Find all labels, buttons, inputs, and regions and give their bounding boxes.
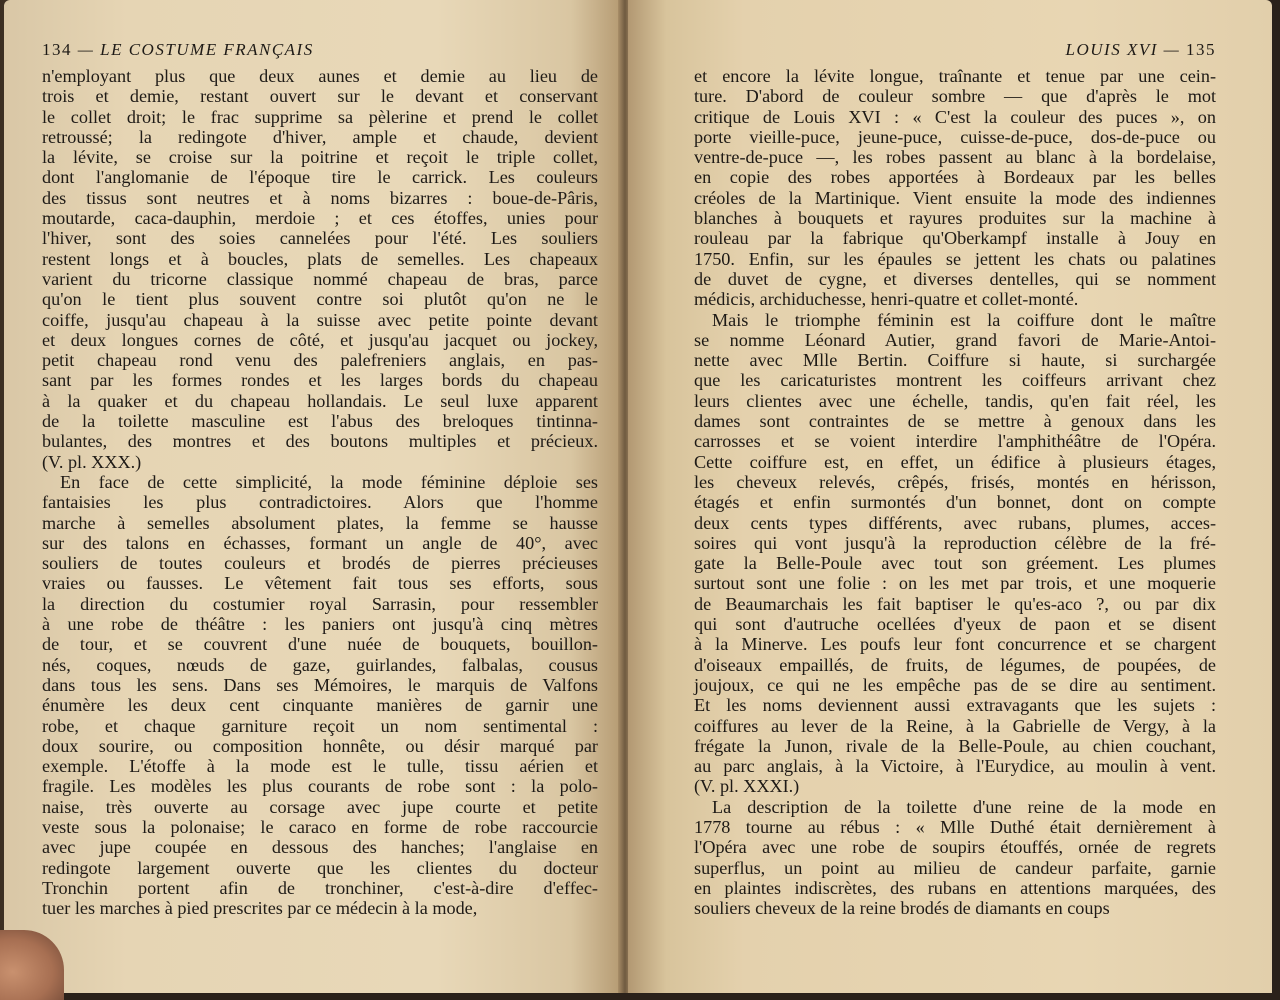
text-line: bulantes, des montres et des boutons multiples et précieux. [42, 431, 598, 452]
text-line: de la toilette masculine est l'abus des breloques tintinna- [42, 411, 598, 432]
text-line: moutarde, caca-dauphin, merdoie ; et ces étoffes, unies pour [42, 208, 598, 229]
text-line: au parc anglais, à la Victoire, à l'Eurydice, au moulin à vent. [694, 756, 1216, 777]
text-line: dont l'anglomanie de l'époque tire le carrick. Les couleurs [42, 167, 598, 188]
text-line: redingote largement ouverte que les clientes du docteur [42, 857, 598, 878]
text-line: de duvet de cygne, et diverses dentelles, qui se nomment [694, 268, 1216, 289]
text-line: n'employant plus que deux aunes et demie au lieu de [42, 66, 598, 86]
text-line: soires qui vont jusqu'à la reproduction célèbre de la fré- [694, 532, 1216, 553]
page-number: 135 [1186, 40, 1216, 59]
text-line: en copie des robes apportées à Bordeaux par les belles [694, 167, 1216, 188]
text-line: Tronchin portent afin de tronchiner, c'est-à-dire d'effec- [42, 877, 598, 898]
text-line: frégate la Junon, rivale de la Belle-Poule, au chien couchant, [694, 735, 1216, 756]
right-page-body [694, 66, 1216, 918]
text-line: superflus, un point au milieu de candeur parfaite, garnie [694, 857, 1216, 878]
text-line: En face de cette simplicité, la mode féminine déploie ses [60, 471, 598, 492]
text-line: et encore la lévite longue, traînante et tenue par une cein- [694, 66, 1216, 86]
text-line: les cheveux relevés, crêpés, frisés, montés en hérisson, [694, 471, 1216, 492]
text-line: nette avec Mlle Bertin. Coiffure si haute, si surchargée [694, 350, 1216, 371]
text-line: en plaintes indiscrètes, des rubans en attentions marquées, des [694, 877, 1216, 898]
text-line: de tour, et se couvrent d'une nuée de bouquets, bouillon- [42, 634, 598, 655]
text-line: (V. pl. XXXI.) [694, 776, 800, 797]
text-line: petit chapeau rond venu des palefreniers anglais, en pas- [42, 350, 598, 371]
text-line: robe, et chaque garniture reçoit un nom sentimental : [42, 715, 598, 736]
text-line: souliers cheveux de la reine brodés de diamants en coups [694, 898, 1110, 919]
running-title: LOUIS XVI — [1065, 40, 1181, 59]
text-line: carrosses et se voient interdire l'amphithéâtre de l'Opéra. [694, 431, 1216, 452]
left-page-header [42, 40, 598, 60]
text-line: le collet droit; le frac supprime sa pèlerine et prend le collet [42, 106, 598, 127]
text-line: nés, coques, nœuds de gaze, guirlandes, falbalas, cousus [42, 654, 598, 675]
text-line: fantaisies les plus contradictoires. Alors que l'homme [42, 492, 598, 513]
text-line: la lévite, se croise sur la poitrine et reçoit le triple collet, [42, 147, 598, 168]
text-line: varient du tricorne classique nommé chapeau de bras, parce [42, 268, 598, 289]
left-page-body [42, 66, 598, 918]
text-line: deux cents types différents, avec rubans, plumes, acces- [694, 512, 1216, 533]
text-line: que les caricaturistes montrent les coiffeurs arrivant chez [694, 370, 1216, 391]
text-line: porte vieille-puce, jeune-puce, cuisse-de-puce, dos-de-puce ou [694, 126, 1216, 147]
text-line: restent longs et à boucles, plats de semelles. Les chapeaux [42, 248, 598, 269]
text-line: blanches à bouquets et rayures produites sur la machine à [694, 208, 1216, 229]
text-line: énumère les deux cent cinquante manières de garnir une [42, 695, 598, 716]
text-line: doux sourire, ou composition honnête, ou désir marqué par [42, 735, 598, 756]
left-page [4, 0, 620, 993]
text-line: sur des talons en échasses, formant un angle de 40°, avec [42, 532, 598, 553]
text-line: qu'on le tient plus souvent contre soi plutôt qu'on ne le [42, 289, 598, 310]
text-line: leurs clientes avec une échelle, tandis, qu'en fait réel, les [694, 390, 1216, 411]
text-line: rouleau par la fabrique qu'Oberkampf installe à Jouy en [694, 228, 1216, 249]
text-line: la direction du costumier royal Sarrasin, pour ressembler [42, 593, 598, 614]
text-line: l'Opéra avec une robe de soupirs étouffés, ornée de regrets [694, 837, 1216, 858]
running-title: — LE COSTUME FRANÇAIS [77, 40, 314, 59]
text-line: à la quaker et du chapeau hollandais. Le seul luxe apparent [42, 390, 598, 411]
text-line: avec jupe coupée en dessous des hanches; l'anglaise en [42, 837, 598, 858]
text-line: des tissus sont neutres et à noms bizarres : boue-de-Pâris, [42, 187, 598, 208]
text-line: Mais le triomphe féminin est la coiffure dont le maître [712, 309, 1216, 330]
text-line: à la Minerve. Les poufs leur font concurrence et se chargent [694, 634, 1216, 655]
text-line: exemple. L'étoffe à la mode est le tulle, tissu aérien et [42, 756, 598, 777]
text-line: (V. pl. XXX.) [42, 451, 142, 472]
text-line: veste sous la polonaise; le caraco en forme de robe raccourcie [42, 816, 598, 837]
text-line: se nomme Léonard Autier, grand favori de Marie-Antoi- [694, 329, 1216, 350]
text-line: médicis, archiduchesse, henri-quatre et collet-monté. [694, 289, 1079, 310]
text-line: ture. D'abord de couleur sombre — que d'après le mot [694, 86, 1216, 107]
text-line: 1750. Enfin, sur les épaules se jettent les chats ou palatines [694, 248, 1216, 269]
text-line: d'oiseaux empaillés, de fruits, de légumes, de poupées, de [694, 654, 1216, 675]
text-line: naise, très ouverte au corsage avec jupe courte et petite [42, 796, 598, 817]
text-line: de Beaumarchais les fait baptiser le qu'es-aco ?, ou par dix [694, 593, 1216, 614]
text-line: vraies ou fausses. Le vêtement fait tous ses efforts, sous [42, 573, 598, 594]
text-line: Et les noms deviennent aussi extravagants que les sujets : [694, 695, 1216, 716]
text-line: qui sont d'autruche ocellées d'yeux de paon et se disent [694, 614, 1216, 635]
text-line: 1778 tourne au rébus : « Mlle Duthé était dernièrement à [694, 816, 1216, 837]
text-line: dans tous les sens. Dans ses Mémoires, le marquis de Valfons [42, 674, 598, 695]
text-line: coiffe, jusqu'au chapeau à la suisse avec petite pointe devant [42, 309, 598, 330]
text-line: sant par les formes rondes et les larges bords du chapeau [42, 370, 598, 391]
text-line: retroussé; la redingote d'hiver, ample et chaude, devient [42, 126, 598, 147]
page-number: 134 [42, 40, 72, 59]
text-line: trois et demie, restant ouvert sur le devant et conservant [42, 86, 598, 107]
text-line: ventre-de-puce —, les robes passent au blanc à la bordelaise, [694, 147, 1216, 168]
text-line: marche à semelles absolument plates, la femme se hausse [42, 512, 598, 533]
right-page-header [694, 40, 1216, 60]
text-line: joujoux, ce qui ne les empêche pas de se dire au sentiment. [694, 674, 1216, 695]
text-line: gate la Belle-Poule avec tout son gréement. Les plumes [694, 553, 1216, 574]
text-line: tuer les marches à pied prescrites par ce médecin à la mode, [42, 898, 478, 919]
right-page [628, 0, 1272, 993]
text-line: dames sont contraintes de se mettre à genoux dans les [694, 411, 1216, 432]
text-line: et deux longues cornes de côté, et jusqu'au jacquet ou jockey, [42, 329, 598, 350]
text-line: étagés et enfin surmontés d'un bonnet, dont on compte [694, 492, 1216, 513]
text-line: coiffures au lever de la Reine, à la Gabrielle de Vergy, à la [694, 715, 1216, 736]
text-line: fragile. Les modèles les plus courants de robe sont : la polo- [42, 776, 598, 797]
text-line: La description de la toilette d'une reine de la mode en [712, 796, 1216, 817]
text-line: l'hiver, sont des soies cannelées pour l'été. Les souliers [42, 228, 598, 249]
text-line: à une robe de théâtre : les paniers ont jusqu'à cinq mètres [42, 614, 598, 635]
text-line: créoles de la Martinique. Vient ensuite la mode des indiennes [694, 187, 1216, 208]
text-line: souliers de toutes couleurs et brodés de pierres précieuses [42, 553, 598, 574]
text-line: surtout sont une folie : on les met par trois, et une moquerie [694, 573, 1216, 594]
text-line: Cette coiffure est, en effet, un édifice à plusieurs étages, [694, 451, 1216, 472]
text-line: critique de Louis XVI : « C'est la couleur des puces », on [694, 106, 1216, 127]
